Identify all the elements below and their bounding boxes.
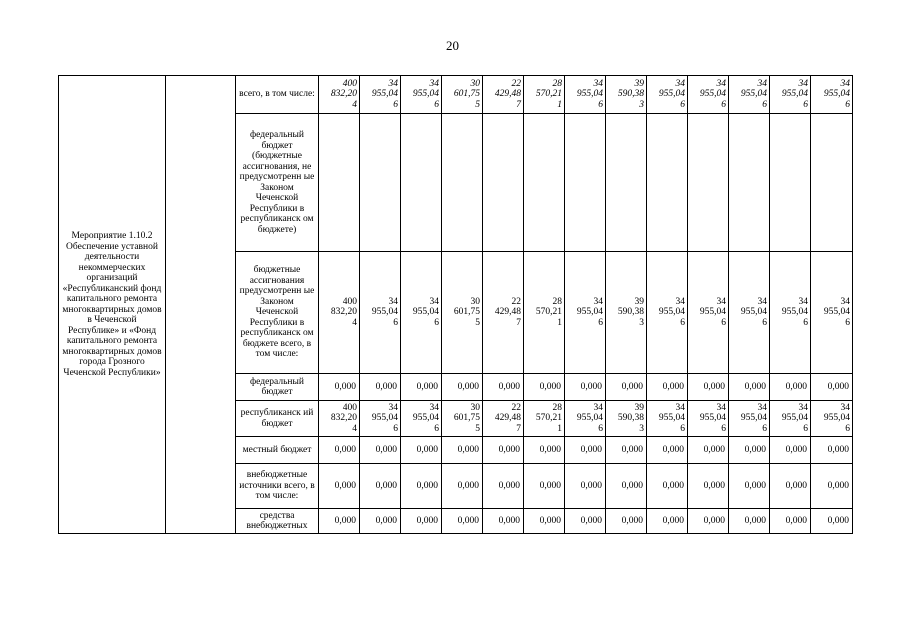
value-cell — [811, 114, 853, 252]
value-cell: 22 429,48 7 — [483, 76, 524, 114]
value-cell: 0,000 — [811, 374, 853, 401]
budget-table — [58, 75, 853, 534]
value-cell: 28 570,21 1 — [524, 76, 565, 114]
value-cell: 0,000 — [647, 374, 688, 401]
value-cell: 0,000 — [524, 437, 565, 464]
value-cell: 0,000 — [606, 464, 647, 509]
value-cell: 0,000 — [606, 509, 647, 534]
value-cell: 34 955,04 6 — [688, 76, 729, 114]
value-cell — [319, 114, 360, 252]
value-cell: 0,000 — [401, 509, 442, 534]
value-cell: 34 955,04 6 — [770, 76, 811, 114]
value-cell: 34 955,04 6 — [770, 401, 811, 437]
value-cell — [770, 114, 811, 252]
value-cell: 0,000 — [442, 437, 483, 464]
value-cell: 0,000 — [524, 464, 565, 509]
value-cell — [360, 114, 401, 252]
budget-table-body — [59, 76, 853, 534]
value-cell — [524, 114, 565, 252]
value-cell: 39 590,38 3 — [606, 252, 647, 374]
value-cell: 0,000 — [565, 509, 606, 534]
value-cell: 39 590,38 3 — [606, 401, 647, 437]
value-cell: 30 601,75 5 — [442, 401, 483, 437]
value-cell: 0,000 — [688, 437, 729, 464]
funding-source-cell: всего, в том числе: — [236, 76, 319, 114]
value-cell — [565, 114, 606, 252]
value-cell: 0,000 — [483, 437, 524, 464]
value-cell: 34 955,04 6 — [401, 76, 442, 114]
funding-source-cell: федеральный бюджет — [236, 374, 319, 401]
page-number: 20 — [446, 38, 459, 53]
value-cell: 34 955,04 6 — [647, 76, 688, 114]
value-cell: 0,000 — [770, 374, 811, 401]
value-cell — [729, 114, 770, 252]
value-cell — [606, 114, 647, 252]
value-cell: 0,000 — [688, 509, 729, 534]
value-cell — [483, 114, 524, 252]
value-cell: 34 955,04 6 — [729, 76, 770, 114]
value-cell: 34 955,04 6 — [401, 252, 442, 374]
value-cell: 0,000 — [401, 437, 442, 464]
value-cell: 34 955,04 6 — [811, 401, 853, 437]
value-cell: 34 955,04 6 — [565, 76, 606, 114]
value-cell: 0,000 — [442, 464, 483, 509]
value-cell: 0,000 — [606, 437, 647, 464]
value-cell: 0,000 — [688, 374, 729, 401]
value-cell: 39 590,38 3 — [606, 76, 647, 114]
value-cell: 28 570,21 1 — [524, 252, 565, 374]
value-cell: 0,000 — [360, 437, 401, 464]
funding-source-cell: внебюджетные источники всего, в том числе: — [236, 464, 319, 509]
value-cell: 34 955,04 6 — [688, 401, 729, 437]
value-cell: 0,000 — [483, 509, 524, 534]
value-cell: 0,000 — [565, 437, 606, 464]
value-cell — [401, 114, 442, 252]
value-cell: 34 955,04 6 — [360, 76, 401, 114]
value-cell: 34 955,04 6 — [360, 401, 401, 437]
value-cell: 0,000 — [729, 464, 770, 509]
value-cell: 0,000 — [729, 437, 770, 464]
value-cell — [442, 114, 483, 252]
value-cell: 0,000 — [319, 509, 360, 534]
value-cell: 34 955,04 6 — [688, 252, 729, 374]
value-cell: 34 955,04 6 — [360, 252, 401, 374]
value-cell: 0,000 — [606, 374, 647, 401]
value-cell: 0,000 — [524, 374, 565, 401]
value-cell: 0,000 — [688, 464, 729, 509]
funding-source-cell: бюджетные ассигнования предусмотренн ые Законом Чеченской Республики в республиканск ом бюджете всего, в том числе: — [236, 252, 319, 374]
value-cell: 0,000 — [811, 464, 853, 509]
value-cell: 34 955,04 6 — [729, 252, 770, 374]
value-cell: 0,000 — [565, 374, 606, 401]
value-cell: 400 832,20 4 — [319, 252, 360, 374]
value-cell: 34 955,04 6 — [729, 401, 770, 437]
empty-column-cell — [166, 76, 236, 534]
value-cell: 34 955,04 6 — [770, 252, 811, 374]
value-cell: 28 570,21 1 — [524, 401, 565, 437]
value-cell: 0,000 — [770, 437, 811, 464]
value-cell: 0,000 — [647, 509, 688, 534]
value-cell: 0,000 — [360, 509, 401, 534]
value-cell: 30 601,75 5 — [442, 252, 483, 374]
value-cell: 0,000 — [729, 374, 770, 401]
value-cell: 0,000 — [442, 374, 483, 401]
measure-label-cell: Мероприятие 1.10.2 Обеспечение уставной деятельности некоммерческих организаций «Республиканский фонд капитального ремонта многоквартирных домов в Чеченской Республике» и «Фонд капитального ремонта многоквартирных домов города Грозного Чеченской Республики» — [59, 76, 166, 534]
value-cell: 0,000 — [319, 437, 360, 464]
value-cell: 0,000 — [319, 464, 360, 509]
value-cell: 0,000 — [811, 437, 853, 464]
value-cell: 34 955,04 6 — [647, 252, 688, 374]
value-cell: 34 955,04 6 — [565, 252, 606, 374]
value-cell: 0,000 — [360, 374, 401, 401]
value-cell: 34 955,04 6 — [565, 401, 606, 437]
value-cell: 0,000 — [729, 509, 770, 534]
funding-source-cell: республиканск ий бюджет — [236, 401, 319, 437]
value-cell: 400 832,20 4 — [319, 76, 360, 114]
value-cell: 0,000 — [565, 464, 606, 509]
funding-source-cell: местный бюджет — [236, 437, 319, 464]
funding-source-cell: федеральный бюджет (бюджетные ассигнования, не предусмотренн ые Законом Чеченской Республики в республиканск ом бюджете) — [236, 114, 319, 252]
funding-source-cell: средства внебюджетных — [236, 509, 319, 534]
value-cell: 34 955,04 6 — [811, 76, 853, 114]
value-cell: 0,000 — [770, 464, 811, 509]
value-cell: 22 429,48 7 — [483, 252, 524, 374]
value-cell: 0,000 — [483, 464, 524, 509]
value-cell: 0,000 — [319, 374, 360, 401]
value-cell: 22 429,48 7 — [483, 401, 524, 437]
value-cell: 0,000 — [401, 374, 442, 401]
value-cell: 0,000 — [524, 509, 565, 534]
value-cell: 0,000 — [647, 464, 688, 509]
value-cell: 0,000 — [442, 509, 483, 534]
value-cell: 34 955,04 6 — [811, 252, 853, 374]
value-cell — [647, 114, 688, 252]
value-cell: 0,000 — [401, 464, 442, 509]
value-cell: 0,000 — [360, 464, 401, 509]
value-cell: 0,000 — [483, 374, 524, 401]
value-cell — [688, 114, 729, 252]
value-cell: 30 601,75 5 — [442, 76, 483, 114]
value-cell: 0,000 — [647, 437, 688, 464]
value-cell: 400 832,20 4 — [319, 401, 360, 437]
table-row — [59, 76, 853, 114]
value-cell: 34 955,04 6 — [401, 401, 442, 437]
value-cell: 0,000 — [811, 509, 853, 534]
value-cell: 0,000 — [770, 509, 811, 534]
value-cell: 34 955,04 6 — [647, 401, 688, 437]
